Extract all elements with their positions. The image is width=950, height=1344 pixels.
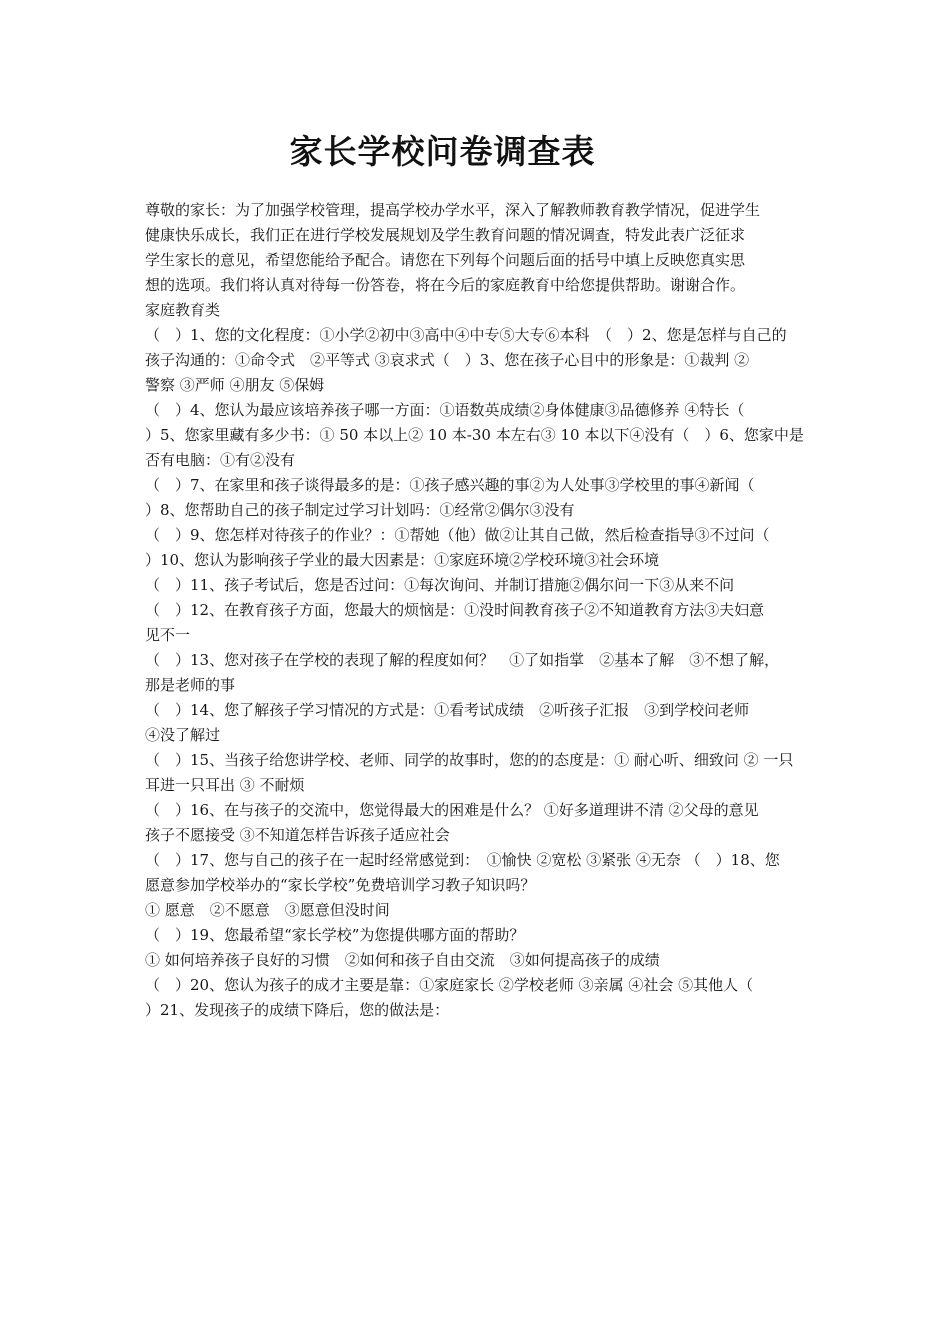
question-line: 见不一 [145,626,191,644]
question-line: （ ）12、在教育孩子方面，您最大的烦恼是：①没时间教育孩子②不知道教育方法③夫妇意 [145,601,765,619]
question-line: （ ）7、在家里和孩子谈得最多的是：①孩子感兴趣的事②为人处事③学校里的事④新闻（ [145,476,755,494]
question-line: ）5、您家里藏有多少书：① 50 本以上② 10 本-30 本左右③ 10 本以下④没有（ ）6、您家中是 [145,426,804,444]
question-line: ① 愿意 ②不愿意 ③愿意但没时间 [145,901,390,919]
question-line: 耳进一只耳出 ③ 不耐烦 [145,776,305,794]
question-line: ）10、您认为影响孩子学业的最大因素是：①家庭环境②学校环境③社会环境 [145,551,660,569]
question-line: （ ）15、当孩子给您讲学校、老师、同学的故事时，您的的态度是：① 耐心听、细致问 ② 一只 [145,751,794,769]
question-line: （ ）19、您最希望“家长学校”为您提供哪方面的帮助？ [145,926,525,944]
document-title: 家长学校问卷调查表 [289,132,596,171]
question-line: 孩子不愿接受 ③不知道怎样告诉孩子适应社会 [145,826,450,844]
question-line: （ ）4、您认为最应该培养孩子哪一方面：①语数英成绩②身体健康③品德修养 ④特长（ [145,401,745,419]
question-line: 否有电脑：①有②没有 [145,451,296,469]
question-line: 孩子沟通的：①命令式 ②平等式 ③哀求式（ ）3、您在孩子心目中的形象是：①裁判 ② [145,351,750,369]
question-line: （ ）9、您怎样对待孩子的作业？：①帮她（他）做②让其自己做，然后检查指导③不过问（ [145,526,770,544]
text-line: 学生家长的意见，希望您能给予配合。请您在下列每个问题后面的括号中填上反映您真实思 [145,251,746,269]
question-line: 愿意参加学校举办的“家长学校”免费培训学习教子知识吗？ [145,876,536,894]
question-line: （ ）14、您了解孩子学习情况的方式是：①看考试成绩 ②听孩子汇报 ③到学校问老师 [145,701,750,719]
question-line: （ ）13、您对孩子在学校的表现了解的程度如何？ ①了如指掌 ②基本了解 ③不想了解， [145,651,780,669]
question-line: （ ）17、您与自己的孩子在一起时经常感觉到： ①愉快 ②宽松 ③紧张 ④无奈 （ ）18、您 [145,851,780,869]
text-line: 想的选项。我们将认真对待每一份答卷，将在今后的家庭教育中给您提供帮助。谢谢合作。 [145,276,746,294]
question-line: （ ）16、在与孩子的交流中，您觉得最大的困难是什么？ ①好多道理讲不清 ②父母的意见 [145,801,759,819]
question-line: 那是老师的事 [145,676,236,694]
question-line: ① 如何培养孩子良好的习惯 ②如何和孩子自由交流 ③如何提高孩子的成绩 [145,951,660,969]
question-line: 警察 ③严师 ④朋友 ⑤保姆 [145,376,325,394]
section-heading: 家庭教育类 [145,301,221,319]
text-line: 健康快乐成长，我们正在进行学校发展规划及学生教育问题的情况调查，特发此表广泛征求 [145,226,746,244]
question-line: ）21、发现孩子的成绩下降后，您的做法是： [145,1001,450,1019]
question-line: （ ）11、孩子考试后，您是否过问：①每次询问、并制订措施②偶尔问一下③从来不问 [145,576,735,594]
question-line: ④没了解过 [145,726,221,744]
question-line: （ ）1、您的文化程度：①小学②初中③高中④中专⑤大专⑥本科 （ ）2、您是怎样与自己的 [145,326,787,344]
question-line: ）8、您帮助自己的孩子制定过学习计划吗：①经常②偶尔③没有 [145,501,575,519]
text-line: 尊敬的家长：为了加强学校管理，提高学校办学水平，深入了解教师教育教学情况，促进学生 [145,201,761,219]
document-body [145,198,810,1023]
question-line: （ ）20、您认为孩子的成才主要是靠：①家庭家长 ②学校老师 ③亲属 ④社会 ⑤其他人（ [145,976,754,994]
